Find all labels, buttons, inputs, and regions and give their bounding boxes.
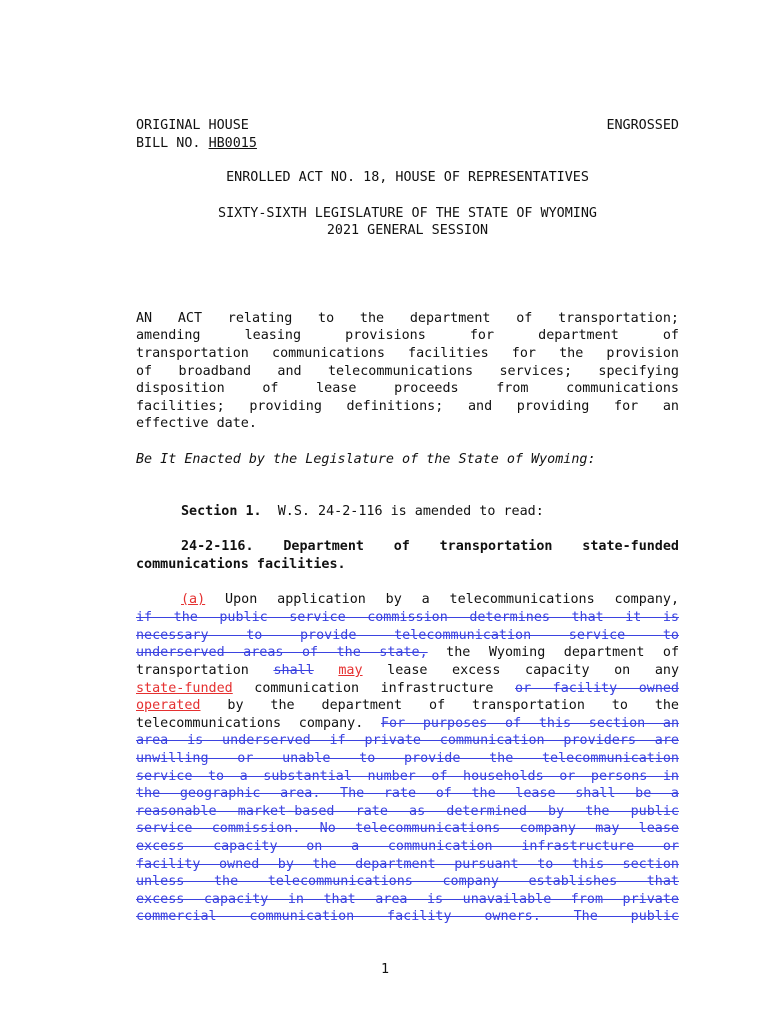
stricken-line: the geographic area. The rate of the lease shall be a: [136, 786, 679, 801]
bill-number: [136, 135, 679, 153]
body-line: [136, 644, 679, 662]
body-line: [136, 715, 679, 733]
stricken-line: unwilling or unable to provide the telecommunication: [136, 751, 679, 766]
act-line: facilities; providing definitions; and providing for an: [136, 399, 679, 414]
act-line: amending leasing provisions for department of: [136, 328, 679, 343]
insertion: state-funded: [136, 681, 233, 696]
body-line: [136, 697, 679, 715]
stricken-line: commercial communication facility owners. The public: [136, 909, 679, 924]
act-line: AN ACT relating to the department of transportation;: [136, 311, 679, 326]
enrolled-act-title: ENROLLED ACT NO. 18, HOUSE OF REPRESENTATIVES: [226, 170, 589, 185]
page-number: 1: [380, 962, 390, 977]
statute-heading: 24-2-116. Department of transportation state-funded: [181, 539, 679, 554]
act-line: transportation communications facilities for the provision: [136, 346, 679, 361]
stricken-line: reasonable market-based rate as determined by the public: [136, 804, 679, 819]
deletion: shall: [273, 663, 314, 678]
deletion: underserved areas of the state,: [136, 645, 428, 660]
deletion: For purposes of this section an: [380, 716, 680, 731]
bill-no-label: BILL NO.: [136, 136, 201, 151]
act-line: effective date.: [136, 416, 257, 431]
body-text: by the department of transportation to the: [227, 698, 679, 713]
bill-no-value: HB0015: [208, 136, 257, 151]
original-house-label: ORIGINAL HOUSE: [136, 118, 249, 133]
act-line: of broadband and telecommunications services; specifying: [136, 364, 679, 379]
stricken-line: service to a substantial number of households or persons in: [136, 769, 679, 784]
statute-heading-cont: communications facilities.: [136, 557, 346, 572]
legislature-title: SIXTY-SIXTH LEGISLATURE OF THE STATE OF WYOMING: [218, 206, 597, 221]
enacting-clause: Be It Enacted by the Legislature of the State of Wyoming:: [136, 452, 596, 467]
body-line: [136, 680, 679, 698]
body-text: telecommunications company.: [136, 716, 364, 731]
insertion: may: [338, 663, 363, 678]
stricken-line: excess capacity on a communication infrastructure or: [136, 839, 679, 854]
stricken-line: unless the telecommunications company establishes that: [136, 874, 679, 889]
insertion: (a): [181, 592, 206, 607]
body-text: transportation: [136, 663, 249, 678]
body-line: [136, 662, 679, 680]
stricken-line: if the public service commission determines that it is: [136, 610, 679, 625]
stricken-line: area is underserved if private communication providers are: [136, 733, 679, 748]
stricken-line: excess capacity in that area is unavailable from private: [136, 892, 679, 907]
session-title: 2021 GENERAL SESSION: [326, 223, 489, 238]
deletion: or facility owned: [515, 681, 679, 696]
body-text: communication infrastructure: [254, 681, 494, 696]
act-line: disposition of lease proceeds from communications: [136, 381, 679, 396]
body-text: Upon application by a telecommunications company,: [225, 592, 680, 607]
insertion: operated: [136, 698, 201, 713]
body-text: lease excess capacity on any: [387, 663, 680, 678]
stricken-line: necessary to provide telecommunication service to: [136, 628, 679, 643]
section-1-line: [181, 503, 679, 521]
section-label: Section 1.: [181, 504, 262, 519]
stricken-line: facility owned by the department pursuant to this section: [136, 857, 679, 872]
section-text: W.S. 24-2-116 is amended to read:: [277, 504, 544, 519]
body-text: the Wyoming department of: [446, 645, 680, 660]
stricken-line: service commission. No telecommunications company may lease: [136, 821, 679, 836]
engrossed-label: ENGROSSED: [606, 118, 679, 133]
body-line: [181, 591, 679, 609]
